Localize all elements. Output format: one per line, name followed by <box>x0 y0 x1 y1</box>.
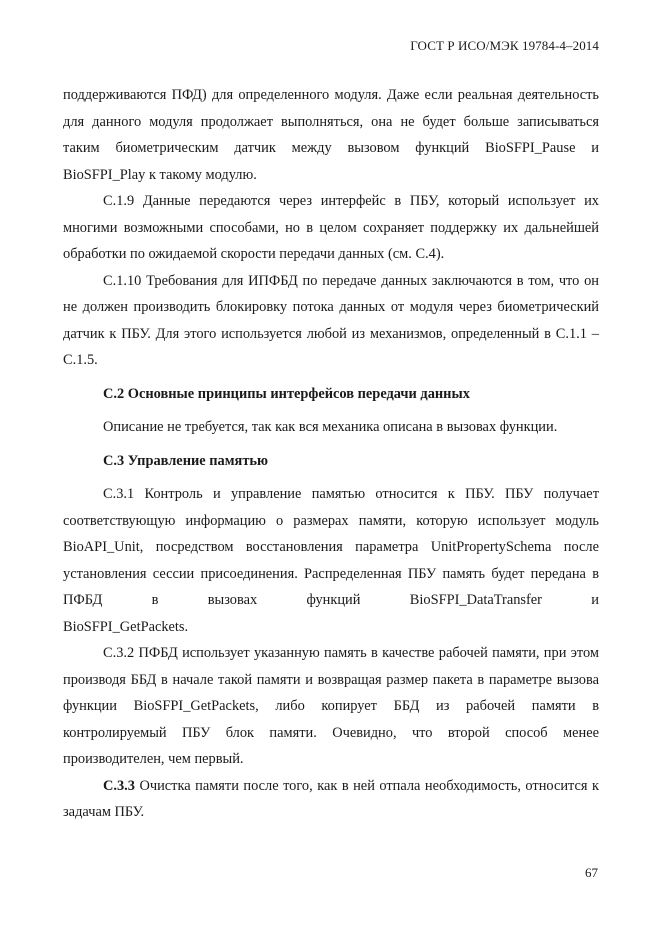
section-heading-c-3: С.3 Управление памятью <box>103 452 269 469</box>
page-header: ГОСТ Р ИСО/МЭК 19784-4–2014 <box>410 38 599 53</box>
paragraph-c-1-9: С.1.9 Данные передаются через интерфейс в ПБУ, который использует их многими возможными способами, но в целом сохраняет поддержку их дальнейшей обработки по ожидаемой скорости передачи данных (см. С.4). <box>63 193 599 262</box>
paragraph-c-3-3 <box>63 773 599 826</box>
paragraph-c-1-10: С.1.10 Требования для ИПФБД по передаче данных заключаются в том, что он не должен производить блокировку потока данных от модуля через биометрический датчик к ПБУ. Для этого используется любой из механизмов, определенный в С.1.1 – С.1.5. <box>63 272 599 368</box>
paragraph-continuation: поддерживаются ПФД) для определенного модуля. Даже если реальная деятельность для данного модуля продолжает выполняться, она не будет больше записываться таким биометрическим датчик между вызовом функций BioSFPI_Pause и BioSFPI_Play к такому модулю. <box>63 87 599 183</box>
clause-label-c-3-3: С.3.3 <box>103 777 135 794</box>
clause-text-c-3-3: Очистка памяти после того, как в ней отпала необходимость, относится к задачам ПБУ. <box>63 777 599 820</box>
paragraph-c-3-2: С.3.2 ПФБД использует указанную память в качестве рабочей памяти, при этом производя ББД в начале такой памяти и возвращая размер пакета в параметре вызова функции BioSFPI_GetPackets, либо копирует ББД из рабочей памяти в контролируемый ПБУ блок памяти. Очевидно, что второй способ менее производителен, чем первый. <box>63 645 599 767</box>
paragraph-c-3-1: С.3.1 Контроль и управление памятью относится к ПБУ. ПБУ получает соответствующую информацию о размерах памяти, которую использует модуль BioAPI_Unit, посредством восстановления параметра UnitPropertySchema после установления сессии присоединения. Распределенная ПБУ память будет передана в ПФБД в вызовах функций BioSFPI_DataTransfer и <box>63 486 599 608</box>
page-number: 67 <box>585 865 598 880</box>
section-heading-c-2: С.2 Основные принципы интерфейсов передачи данных <box>103 385 470 402</box>
paragraph-c-3-1-tail: BioSFPI_GetPackets. <box>63 618 189 635</box>
document-body <box>63 82 599 826</box>
paragraph-c-2-body: Описание не требуется, так как вся механика описана в вызовах функции. <box>103 419 558 435</box>
